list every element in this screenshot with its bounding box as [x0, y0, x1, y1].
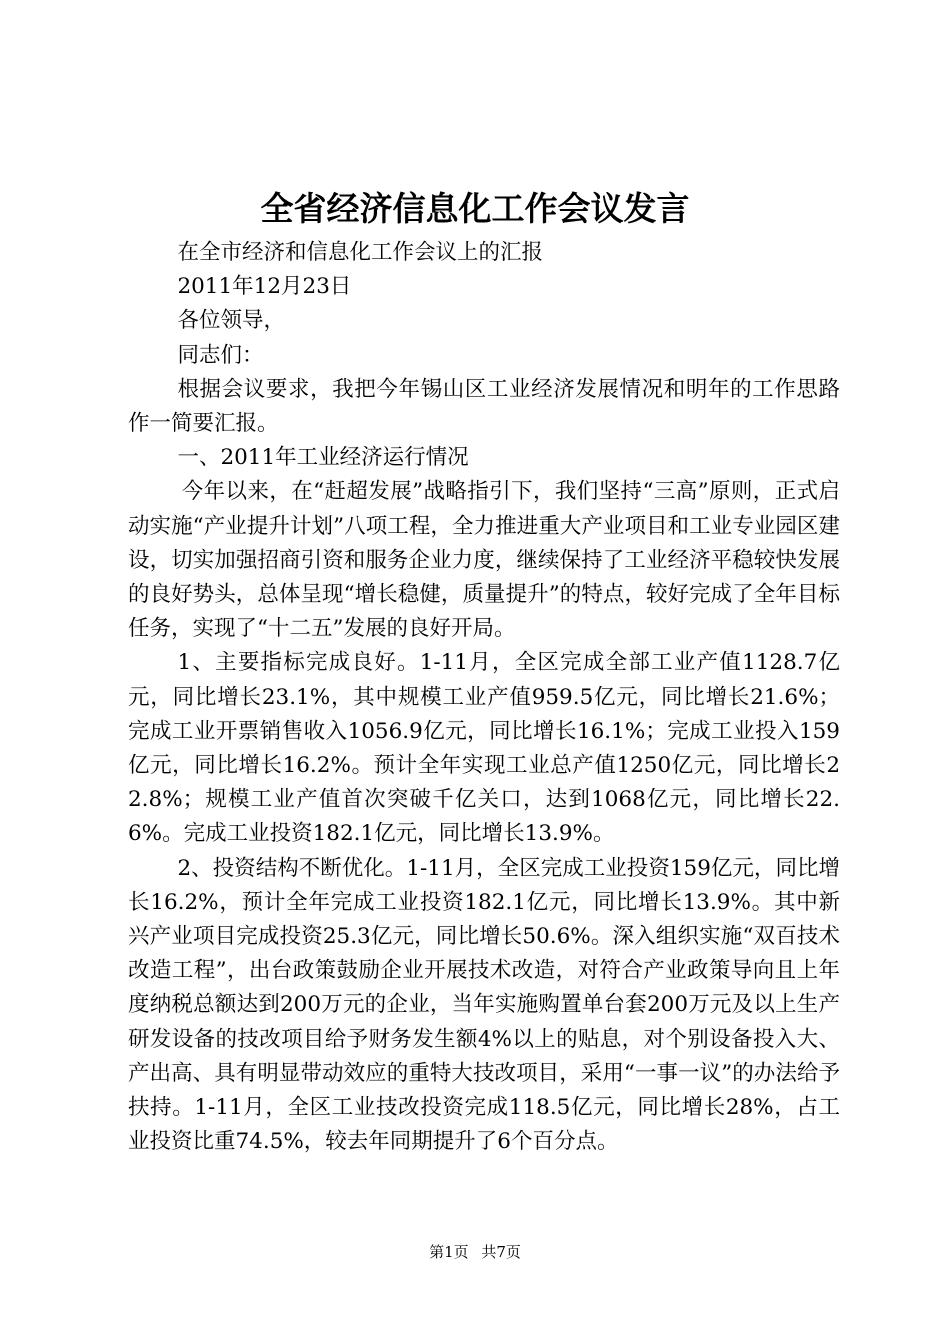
paragraph-salutation-comrades: 同志们：	[177, 342, 264, 368]
page-total: 共7页	[481, 1243, 521, 1261]
page-footer	[0, 1241, 950, 1263]
paragraph-salutation-leaders: 各位领导，	[177, 308, 285, 334]
paragraph-indicators: 1、主要指标完成良好。1-11月，全区完成全部工业产值1128.7亿元，同比增长23.1%，其中规模工业产值959.5亿元，同比增长21.6%；完成工业开票销售收入1056.9亿元，同比增长16.1%；完成工业投入159亿元，同比增长16.2%。预计全年实现工业总产值1250亿元，同比增长22.8%；规模工业产值首次突破千亿关口，达到1068亿元，同比增长22.6%。完成工业投资182.1亿元，同比增长13.9%。	[128, 650, 840, 847]
page-number: 第1页	[429, 1243, 469, 1261]
section-heading: 一、2011年工业经济运行情况	[177, 445, 469, 471]
paragraph-intro: 根据会议要求，我把今年锡山区工业经济发展情况和明年的工作思路作一简要汇报。	[128, 376, 840, 437]
paragraph-date: 2011年12月23日	[177, 274, 352, 300]
document-body	[128, 236, 840, 1159]
paragraph-overview: 今年以来，在“赶超发展”战略指引下，我们坚持“三高”原则，正式启动实施“产业提升计划”八项工程，全力推进重大产业项目和工业专业园区建设，切实加强招商引资和服务企业力度，继续保持了工业经济平稳较快发展的良好势头，总体呈现“增长稳健，质量提升”的特点，较好完成了全年目标任务，实现了“十二五”发展的良好开局。	[128, 479, 841, 642]
document-title: 全省经济信息化工作会议发言	[260, 189, 690, 228]
paragraph-investment: 2、投资结构不断优化。1-11月，全区完成工业投资159亿元，同比增长16.2%，预计全年完成工业投资182.1亿元，同比增长13.9%。其中新兴产业项目完成投资25.3亿元，同比增长50.6%。深入组织实施“双百技术改造工程”，出台政策鼓励企业开展技术改造，对符合产业政策导向且上年度纳税总额达到200万元的企业，当年实施购置单台套200万元及以上生产研发设备的技改项目给予财务发生额4%以上的贴息，对个别设备投入大、产出高、具有明显带动效应的重特大技改项目，采用“一事一议”的办法给予扶持。1-11月，全区工业技改投资完成118.5亿元，同比增长28%，占工业投资比重74.5%，较去年同期提升了6个百分点。	[128, 855, 840, 1155]
paragraph-subtitle: 在全市经济和信息化工作会议上的汇报	[177, 240, 543, 265]
